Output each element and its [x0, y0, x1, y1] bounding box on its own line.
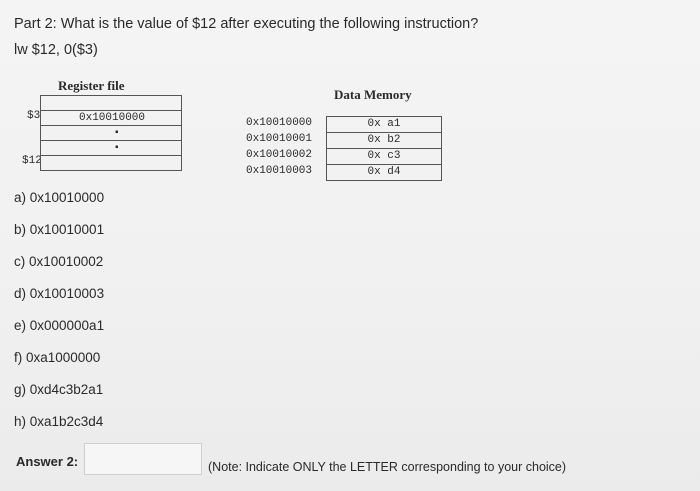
memory-address: 0x10010000 — [246, 117, 313, 129]
memory-value: 0x c3 — [327, 149, 441, 165]
option-f: f) 0xa1000000 — [14, 350, 101, 365]
option-a: a) 0x10010000 — [14, 190, 105, 205]
data-memory-title: Data Memory — [334, 87, 412, 102]
register-row — [41, 156, 181, 170]
option-e: e) 0x000000a1 — [14, 318, 105, 333]
register-row — [41, 96, 181, 111]
register-label-12: $12 — [22, 155, 42, 167]
data-memory-table — [326, 116, 442, 181]
register-row — [41, 111, 181, 126]
memory-value: 0x d4 — [367, 166, 401, 178]
answer-note: (Note: Indicate ONLY the LETTER corresponding to your choice) — [208, 460, 567, 474]
option-g: g) 0xd4c3b2a1 — [14, 382, 104, 397]
option-c: c) 0x10010002 — [14, 254, 104, 269]
option-h: h) 0xa1b2c3d4 — [14, 414, 104, 429]
memory-value: 0x b2 — [327, 133, 441, 149]
register-value: 0x10010000 — [79, 112, 146, 124]
register-label-3: $3 — [27, 110, 41, 122]
ellipsis-dot: ▪ — [115, 127, 119, 138]
ellipsis-dot: ▪ — [115, 142, 119, 153]
memory-address: 0x10010002 — [246, 149, 313, 161]
instruction-text: lw $12, 0($3) — [14, 42, 98, 58]
register-file-table — [40, 95, 182, 171]
option-d: d) 0x10010003 — [14, 286, 105, 301]
memory-address: 0x10010003 — [246, 165, 313, 177]
answer-input[interactable] — [84, 443, 202, 475]
memory-address: 0x10010001 — [246, 133, 313, 145]
question-title: Part 2: What is the value of $12 after executing the following instruction? — [14, 16, 479, 32]
register-row — [41, 126, 181, 141]
register-row — [41, 141, 181, 156]
option-b: b) 0x10010001 — [14, 222, 105, 237]
answer-label: Answer 2: — [16, 454, 79, 469]
memory-value: 0x a1 — [327, 117, 441, 133]
register-file-title: Register file — [58, 78, 125, 93]
